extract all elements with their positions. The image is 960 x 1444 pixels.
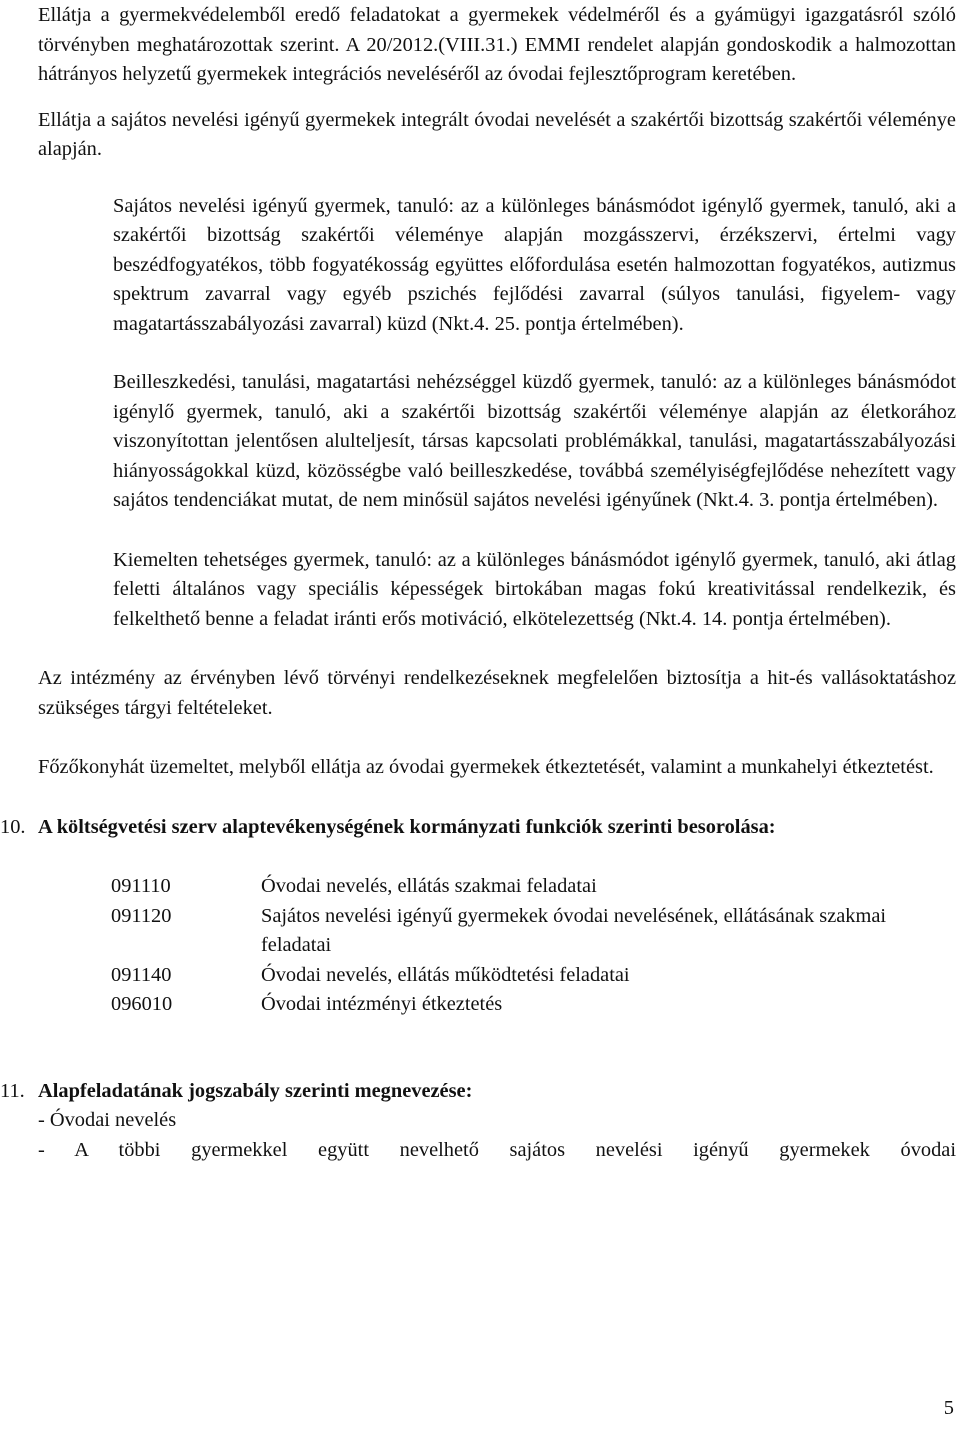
function-code-row bbox=[111, 990, 956, 1020]
function-code-row bbox=[111, 902, 956, 961]
function-code-row bbox=[111, 961, 956, 991]
function-code-list bbox=[111, 872, 956, 1020]
section-11 bbox=[0, 1077, 956, 1166]
section-11-title: Alapfeladatának jogszabály szerinti megnevezése: bbox=[38, 1079, 473, 1102]
paragraph-sen-integration: Ellátja a sajátos nevelési igényű gyermekek integrált óvodai nevelését a szakértői bizottság szakértői véleménye alapján. bbox=[38, 108, 956, 160]
function-code: 091120 bbox=[111, 904, 172, 927]
section-11-number: 11. bbox=[0, 1079, 25, 1102]
list-item: - Óvodai nevelés bbox=[38, 1109, 177, 1131]
paragraph-child-protection: Ellátja a gyermekvédelemből eredő feladatokat a gyermekek védelméről és a gyámügyi igazgatásról szóló törvényben meghatározottak szerint. A 20/2012.(VIII.31.) EMMI rendelet alapján gondoskodik a halmozottan hátrányos helyzetű gyermekek integrációs neveléséről az óvodai fejlesztőprogram keretében. bbox=[38, 4, 956, 85]
section-10 bbox=[0, 813, 956, 1020]
section-10-number: 10. bbox=[0, 815, 26, 838]
function-description: Óvodai nevelés, ellátás szakmai feladatai bbox=[261, 875, 597, 897]
function-description: Sajátos nevelési igényű gyermekek óvodai nevelésének, ellátásának szakmai feladatai bbox=[261, 904, 887, 956]
page-number: 5 bbox=[943, 1397, 954, 1419]
function-code-row bbox=[111, 872, 956, 902]
function-code: 096010 bbox=[111, 993, 173, 1015]
paragraph-religious-education: Az intézmény az érvényben lévő törvényi rendelkezéseknek megfelelően biztosítja a hit-és vallásoktatáshoz szükséges tárgyi feltételeket. bbox=[38, 667, 956, 719]
function-description: Óvodai nevelés, ellátás működtetési feladatai bbox=[261, 963, 630, 986]
function-code: 091140 bbox=[111, 963, 172, 986]
paragraph-kitchen: Főzőkonyhát üzemeltet, melyből ellátja az óvodai gyermekek étkeztetését, valamint a munkahelyi étkeztetést. bbox=[38, 756, 934, 778]
function-description: Óvodai intézményi étkeztetés bbox=[261, 993, 503, 1015]
paragraph-sen-definition: Sajátos nevelési igényű gyermek, tanuló: az a különleges bánásmódot igénylő gyermek, tanuló, aki a szakértői bizottság szakértői véleménye alapján mozgásszervi, érzékszervi, értelmi vagy beszédfogyatékos, több fogyatékosság együttes előfordulása esetén halmozottan fogyatékos, autizmus spektrum zavarral vagy egyéb pszichés fejlődési zavarral (súlyos tanulási, figyelem- vagy magatartásszabályozási zavarral) küzd (Nkt.4. 25. pontja értelmében). bbox=[113, 194, 956, 335]
section-10-title: A költségvetési szerv alaptevékenységének kormányzati funkciók szerinti besorolása: bbox=[38, 815, 776, 838]
paragraph-gifted-definition: Kiemelten tehetséges gyermek, tanuló: az a különleges bánásmódot igénylő gyermek, tanuló, aki átlag feletti általános vagy speciális képességek birtokában magas fokú kreativitással rendelkezik, és felkelthető benne a feladat iránti erős motiváció, elkötelezettség (Nkt.4. 14. pontja értelmében). bbox=[113, 548, 956, 630]
paragraph-adjustment-difficulty-definition: Beilleszkedési, tanulási, magatartási nehézséggel küzdő gyermek, tanuló: az a különleges bánásmódot igénylő gyermek, tanuló, aki a szakértői bizottság szakértői véleménye alapján az életkorához viszonyítottan jelentősen alulteljesít, társas kapcsolati problémákkal, tanulási, magatartásszabályozási hiányosságokkal küzd, közösségbe való beilleszkedése, továbbá személyiségfejlődése nehezített vagy sajátos tendenciákat mutat, de nem minősül sajátos nevelési igényűnek (Nkt.4. 3. pontja értelmében). bbox=[113, 371, 956, 511]
list-item: - A többi gyermekkel együtt nevelhető sajátos nevelési igényű gyermekek óvodai bbox=[38, 1138, 956, 1161]
function-code: 091110 bbox=[111, 875, 171, 897]
